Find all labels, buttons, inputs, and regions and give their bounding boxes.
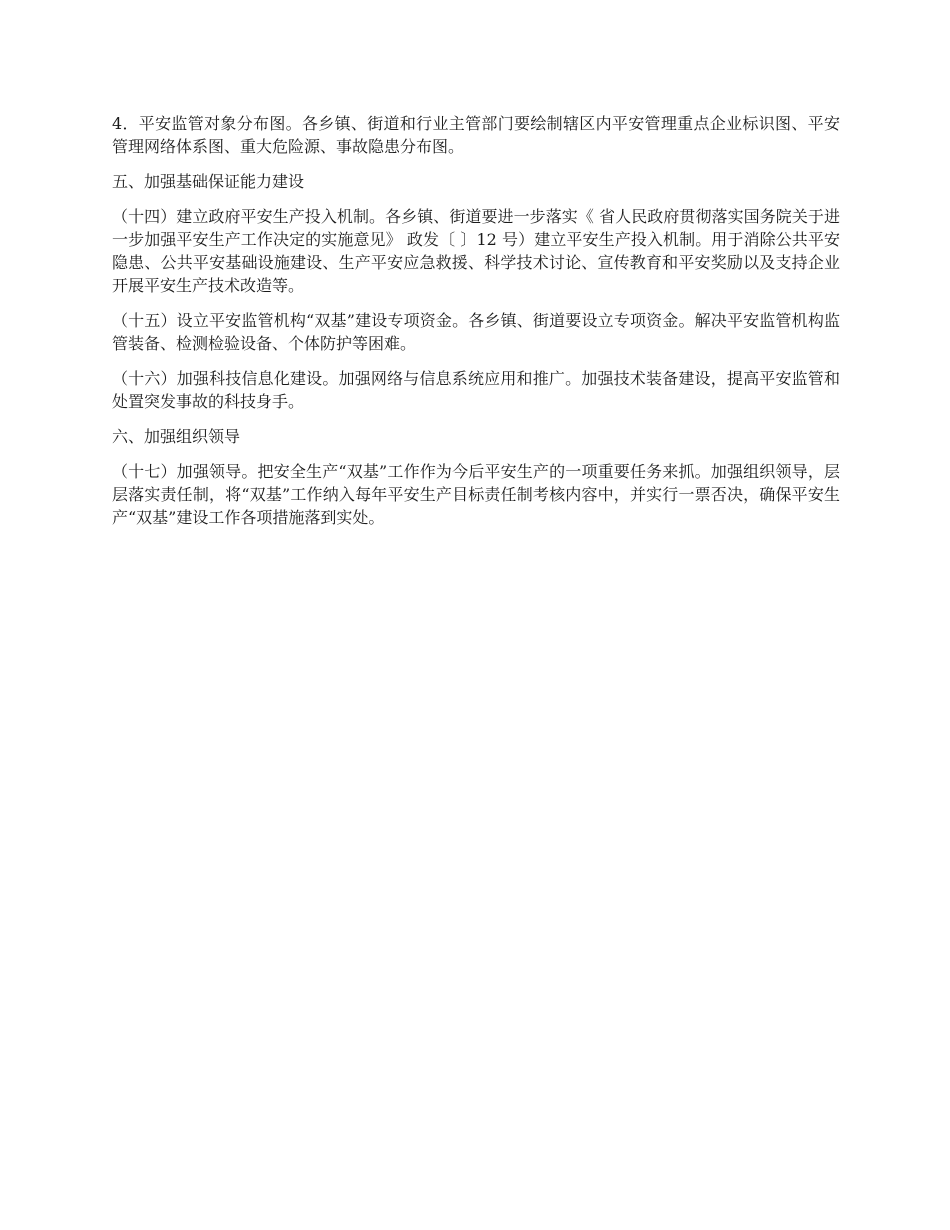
paragraph-item-15: （十五）设立平安监管机构“双基”建设专项资金。各乡镇、街道要设立专项资金。解决平安监管机构监管装备、检测检验设备、个体防护等困难。 bbox=[112, 311, 840, 353]
paragraph-item-16: （十六）加强科技信息化建设。加强网络与信息系统应用和推广。加强技术装备建设，提高平安监管和处置突发事故的科技身手。 bbox=[112, 369, 840, 411]
paragraph-item-14: （十四）建立政府平安生产投入机制。各乡镇、街道要进一步落实《 省人民政府贯彻落实国务院关于进一步加强平安生产工作决定的实施意见》 政发〔 〕12 号）建立平安生产投入机制。用于消除公共平安隐患、公共平安基础设施建设、生产平安应急救援、科学技术讨论、宣传教育和平安奖励以及支持企业开展平安生产技术改造等。 bbox=[112, 207, 840, 295]
paragraph-item-17: （十七）加强领导。把安全生产“双基”工作作为今后平安生产的一项重要任务来抓。加强组织领导，层层落实责任制，将“双基”工作纳入每年平安生产目标责任制考核内容中，并实行一票否决，确保平安生产“双基”建设工作各项措施落到实处。 bbox=[112, 462, 840, 527]
paragraph-item-4: 4．平安监管对象分布图。各乡镇、街道和行业主管部门要绘制辖区内平安管理重点企业标识图、平安管理网络体系图、重大危险源、事故隐患分布图。 bbox=[112, 114, 840, 156]
section-heading-5: 五、加强基础保证能力建设 bbox=[112, 172, 305, 191]
section-heading-6: 六、加强组织领导 bbox=[112, 427, 241, 446]
document-body bbox=[112, 112, 840, 541]
